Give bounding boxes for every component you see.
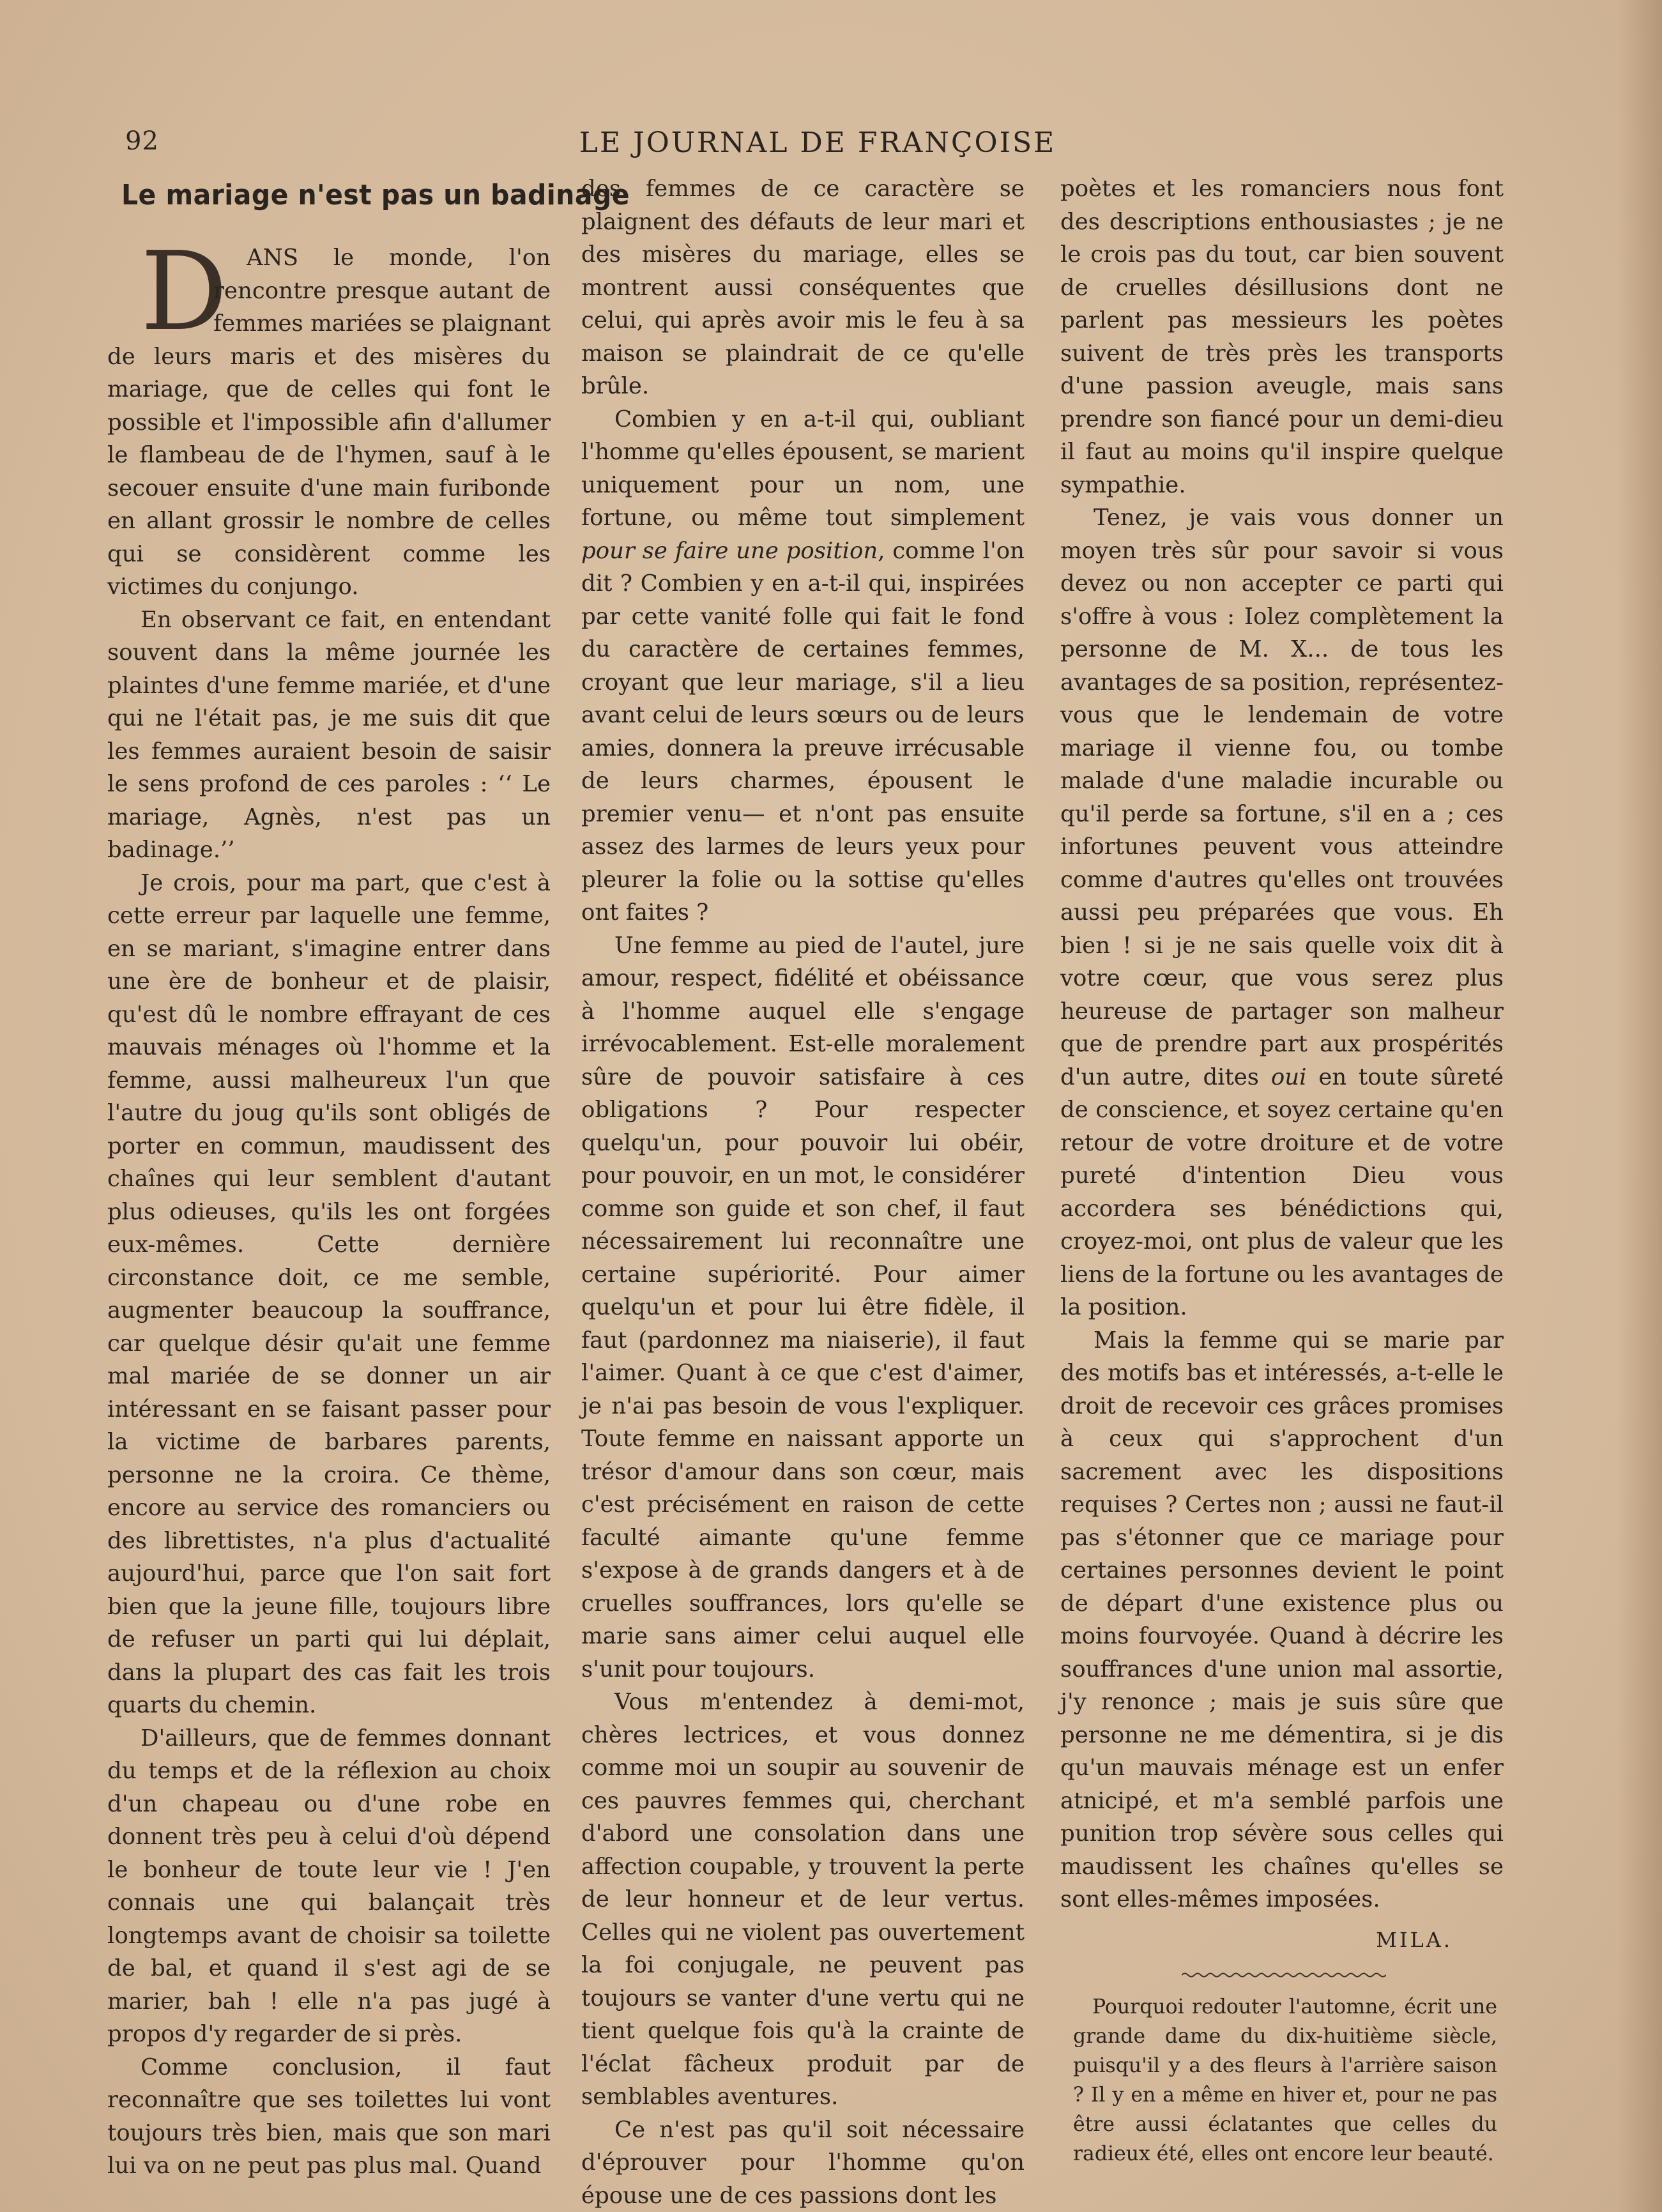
drop-cap: D bbox=[141, 229, 228, 355]
quote-text: Pourquoi redouter l'automne, écrit une grande dame du dix-huitième siècle, puisqu'il y a des fleurs à l'arrière saison ? Il y en a même en hiver et, pour ne pas être aussi éclatantes que celles du radieux été, elles ont encore leur beauté. bbox=[1073, 1995, 1497, 2165]
author-signature: MILA. bbox=[1376, 1927, 1452, 1952]
paragraph-text: ANS le monde, l'on rencontre presque autant de femmes mariées se plaignant de leurs maris et des misères du mariage, que de celles qui font le possible et l'impossible afin d'allumer le flambeau de de l'hymen, sauf à le secouer ensuite d'une main furibonde en allant grossir le nombre de celles qui se considèrent comme les victimes du conjungo. bbox=[107, 245, 551, 600]
paragraph: poètes et les romanciers nous font des descriptions enthousiastes ; je ne le crois pas du tout, car bien souvent de cruelles désillusions dont ne parlent pas messieurs les poètes suivent de très près les transports d'une passion aveugle, mais sans prendre son fiancé pour un demi-dieu il faut au moins qu'il inspire quelque sympathie. bbox=[1060, 176, 1504, 498]
paragraph bbox=[107, 229, 551, 604]
paragraph bbox=[581, 403, 1025, 929]
paragraph: Une femme au pied de l'autel, jure amour, respect, fidélité et obéissance à l'homme auquel elle s'engage irrévocablement. Est-elle moralement sûre de pouvoir satisfaire à ces obligations ? Pour respecter quelqu'un, pour pouvoir lui obéir, pour pouvoir, en un mot, le considérer comme son guide et son chef, il faut nécessairement lui reconnaître une certaine supériorité. Pour aimer quelqu'un et pour lui être fidèle, il faut (pardonnez ma niaiserie), il faut l'aimer. Quant à ce que c'est d'aimer, je n'ai pas besoin de vous l'expliquer. Toute femme en naissant apporte un trésor d'amour dans son cœur, mais c'est précisément en raison de cette faculté aimante qu'une femme s'expose à de grands dangers et à de cruelles souffrances, lors qu'elle se marie sans aimer celui auquel elle s'unit pour toujours. bbox=[581, 932, 1025, 1682]
page-number: 92 bbox=[125, 126, 159, 156]
paragraph: Vous m'entendez à demi-mot, chères lectrices, et vous donnez comme moi un soupir au souvenir de ces pauvres femmes qui, cherchant d'abord une consolation dans une affection coupable, y trouvent la perte de leur honneur et de leur vertus. Celles qui ne violent pas ouvertement la foi conjugale, ne peuvent pas toujours se vanter d'une vertu qui ne tient quelque fois qu'à la crainte de l'éclat fâcheux produit par de semblables aventures. bbox=[581, 1689, 1025, 2110]
paragraph-text: en toute sûreté de conscience, et soyez certaine qu'en retour de votre droiture et de votre pureté d'intention Dieu vous accordera ses bénédictions qui, croyez-moi, ont plus de valeur que les liens de la fortune ou les avantages de la position. bbox=[1060, 1064, 1504, 1320]
paragraph-text: , comme l'on dit ? Combien y en a-t-il qui, inspirées par cette vanité folle qui fait le fond du caractère de certaines femmes, croyant que leur mariage, s'il a lieu avant celui de leurs sœurs ou de leurs amies, donnera la preuve irrécusable de leurs charmes, épousent le premier venu— et n'ont pas ensuite assez des larmes de leurs yeux pour pleurer la folie ou la sottise qu'elles ont faites ? bbox=[581, 537, 1025, 926]
column-2 bbox=[581, 172, 1025, 2212]
paragraph-text: Combien y en a-t-il qui, oubliant l'homme qu'elles épousent, se marient uniquement pour un nom, une fortune, ou même tout simplement bbox=[581, 406, 1025, 531]
page-edge-shadow bbox=[1617, 0, 1662, 2212]
paragraph: des femmes de ce caractère se plaignent des défauts de leur mari et des misères du mariage, elles se montrent aussi conséquentes que celui, qui après avoir mis le feu à sa maison se plaindrait de ce qu'elle brûle. bbox=[581, 176, 1025, 399]
paragraph: Comme conclusion, il faut reconnaître que ses toilettes lui vont toujours très bien, mais que son mari lui va on ne peut pas plus mal. Quand bbox=[107, 2054, 551, 2179]
column-3 bbox=[1060, 172, 1504, 2169]
italic-phrase: oui bbox=[1270, 1064, 1307, 1090]
italic-phrase: pour se faire une position bbox=[581, 537, 878, 564]
paragraph: Ce n'est pas qu'il soit nécessaire d'éprouver pour l'homme qu'on épouse une de ces passions dont les bbox=[581, 2116, 1025, 2209]
closing-quote bbox=[1073, 1992, 1497, 2169]
page-header bbox=[102, 126, 1533, 165]
paragraph: Mais la femme qui se marie par des motifs bas et intéressés, a-t-elle le droit de recevoir ces grâces promises à ceux qui s'approchent d'un sacrement avec les dispositions requises ? Certes non ; aussi ne faut-il pas s'étonner que ce mariage pour certaines personnes devient le point de départ d'une existence plus ou moins fourvoyée. Quand à décrire les souffrances d'une union mal assortie, j'y renonce ; mais je suis sûre que personne ne me démentira, si je dis qu'un mauvais ménage est un enfer atnicipé, et m'a semblé parfois une punition trop sévère sous celles qui maudissent les chaînes qu'elles se sont elles-mêmes imposées. bbox=[1060, 1327, 1504, 1912]
paragraph: D'ailleurs, que de femmes donnant du temps et de la réflexion au choix d'un chapeau ou d'une robe en donnent très peu à celui d'où dépend le bonheur de toute leur vie ! J'en connais une qui balançait très longtemps avant de choisir sa toilette de bal, et quand il s'est agi de se marier, bah ! elle n'a pas jugé à propos d'y regarder de si près. bbox=[107, 1725, 551, 2047]
running-title: LE JOURNAL DE FRANÇOISE bbox=[579, 126, 1056, 159]
paragraph bbox=[1060, 501, 1504, 1324]
paragraph: Je crois, pour ma part, que c'est à cette erreur par laquelle une femme, en se mariant, s'imagine entrer dans une ère de bonheur et de plaisir, qu'est dû le nombre effrayant de ces mauvais ménages où l'homme et la femme, aussi malheureux l'un que l'autre du joug qu'ils sont obligés de porter en commun, maudissent des chaînes qui leur semblent d'autant plus odieuses, qu'ils les ont forgées eux-mêmes. Cette dernière circonstance doit, ce me semble, augmenter beaucoup la souffrance, car quelque désir qu'ait une femme mal mariée de se donner un air intéressant en se faisant passer pour la victime de barbares parents, personne ne la croira. Ce thème, encore au service des romanciers ou des librettistes, n'a plus d'actualité aujourd'hui, parce que l'on sait fort bien que la jeune fille, toujours libre de refuser un parti qui lui déplait, dans la plupart des cas fait les trois quarts du chemin. bbox=[107, 869, 551, 1718]
article-title: Le mariage n'est pas un badinage bbox=[121, 179, 630, 211]
column-1 bbox=[107, 172, 630, 2183]
paragraph: En observant ce fait, en entendant souvent dans la même journée les plaintes d'une femme mariée, et d'une qui ne l'était pas, je me suis dit que les femmes auraient besoin de saisir le sens profond de ces paroles : ‘‘ Le mariage, Agnès, n'est pas un badinage.’’ bbox=[107, 606, 551, 863]
paragraph-text: Tenez, je vais vous donner un moyen très sûr pour savoir si vous devez ou non accepter ce parti qui s'offre à vous : Iolez complètement la personne de M. X... de tous les avantages de sa position, représentez-vous que le lendemain de votre mariage il vienne fou, ou tombe malade d'une maladie incurable ou qu'il perde sa fortune, s'il en a ; ces infortunes peuvent vous atteindre comme d'autres qu'elles ont trouvées aussi peu préparées que vous. Eh bien ! si je ne sais quelle voix dit à votre cœur, que vous serez plus heureuse de partager son malheur que de prendre part aux prospérités d'un autre, dites bbox=[1060, 505, 1504, 1090]
ornamental-rule bbox=[1182, 1971, 1386, 1979]
